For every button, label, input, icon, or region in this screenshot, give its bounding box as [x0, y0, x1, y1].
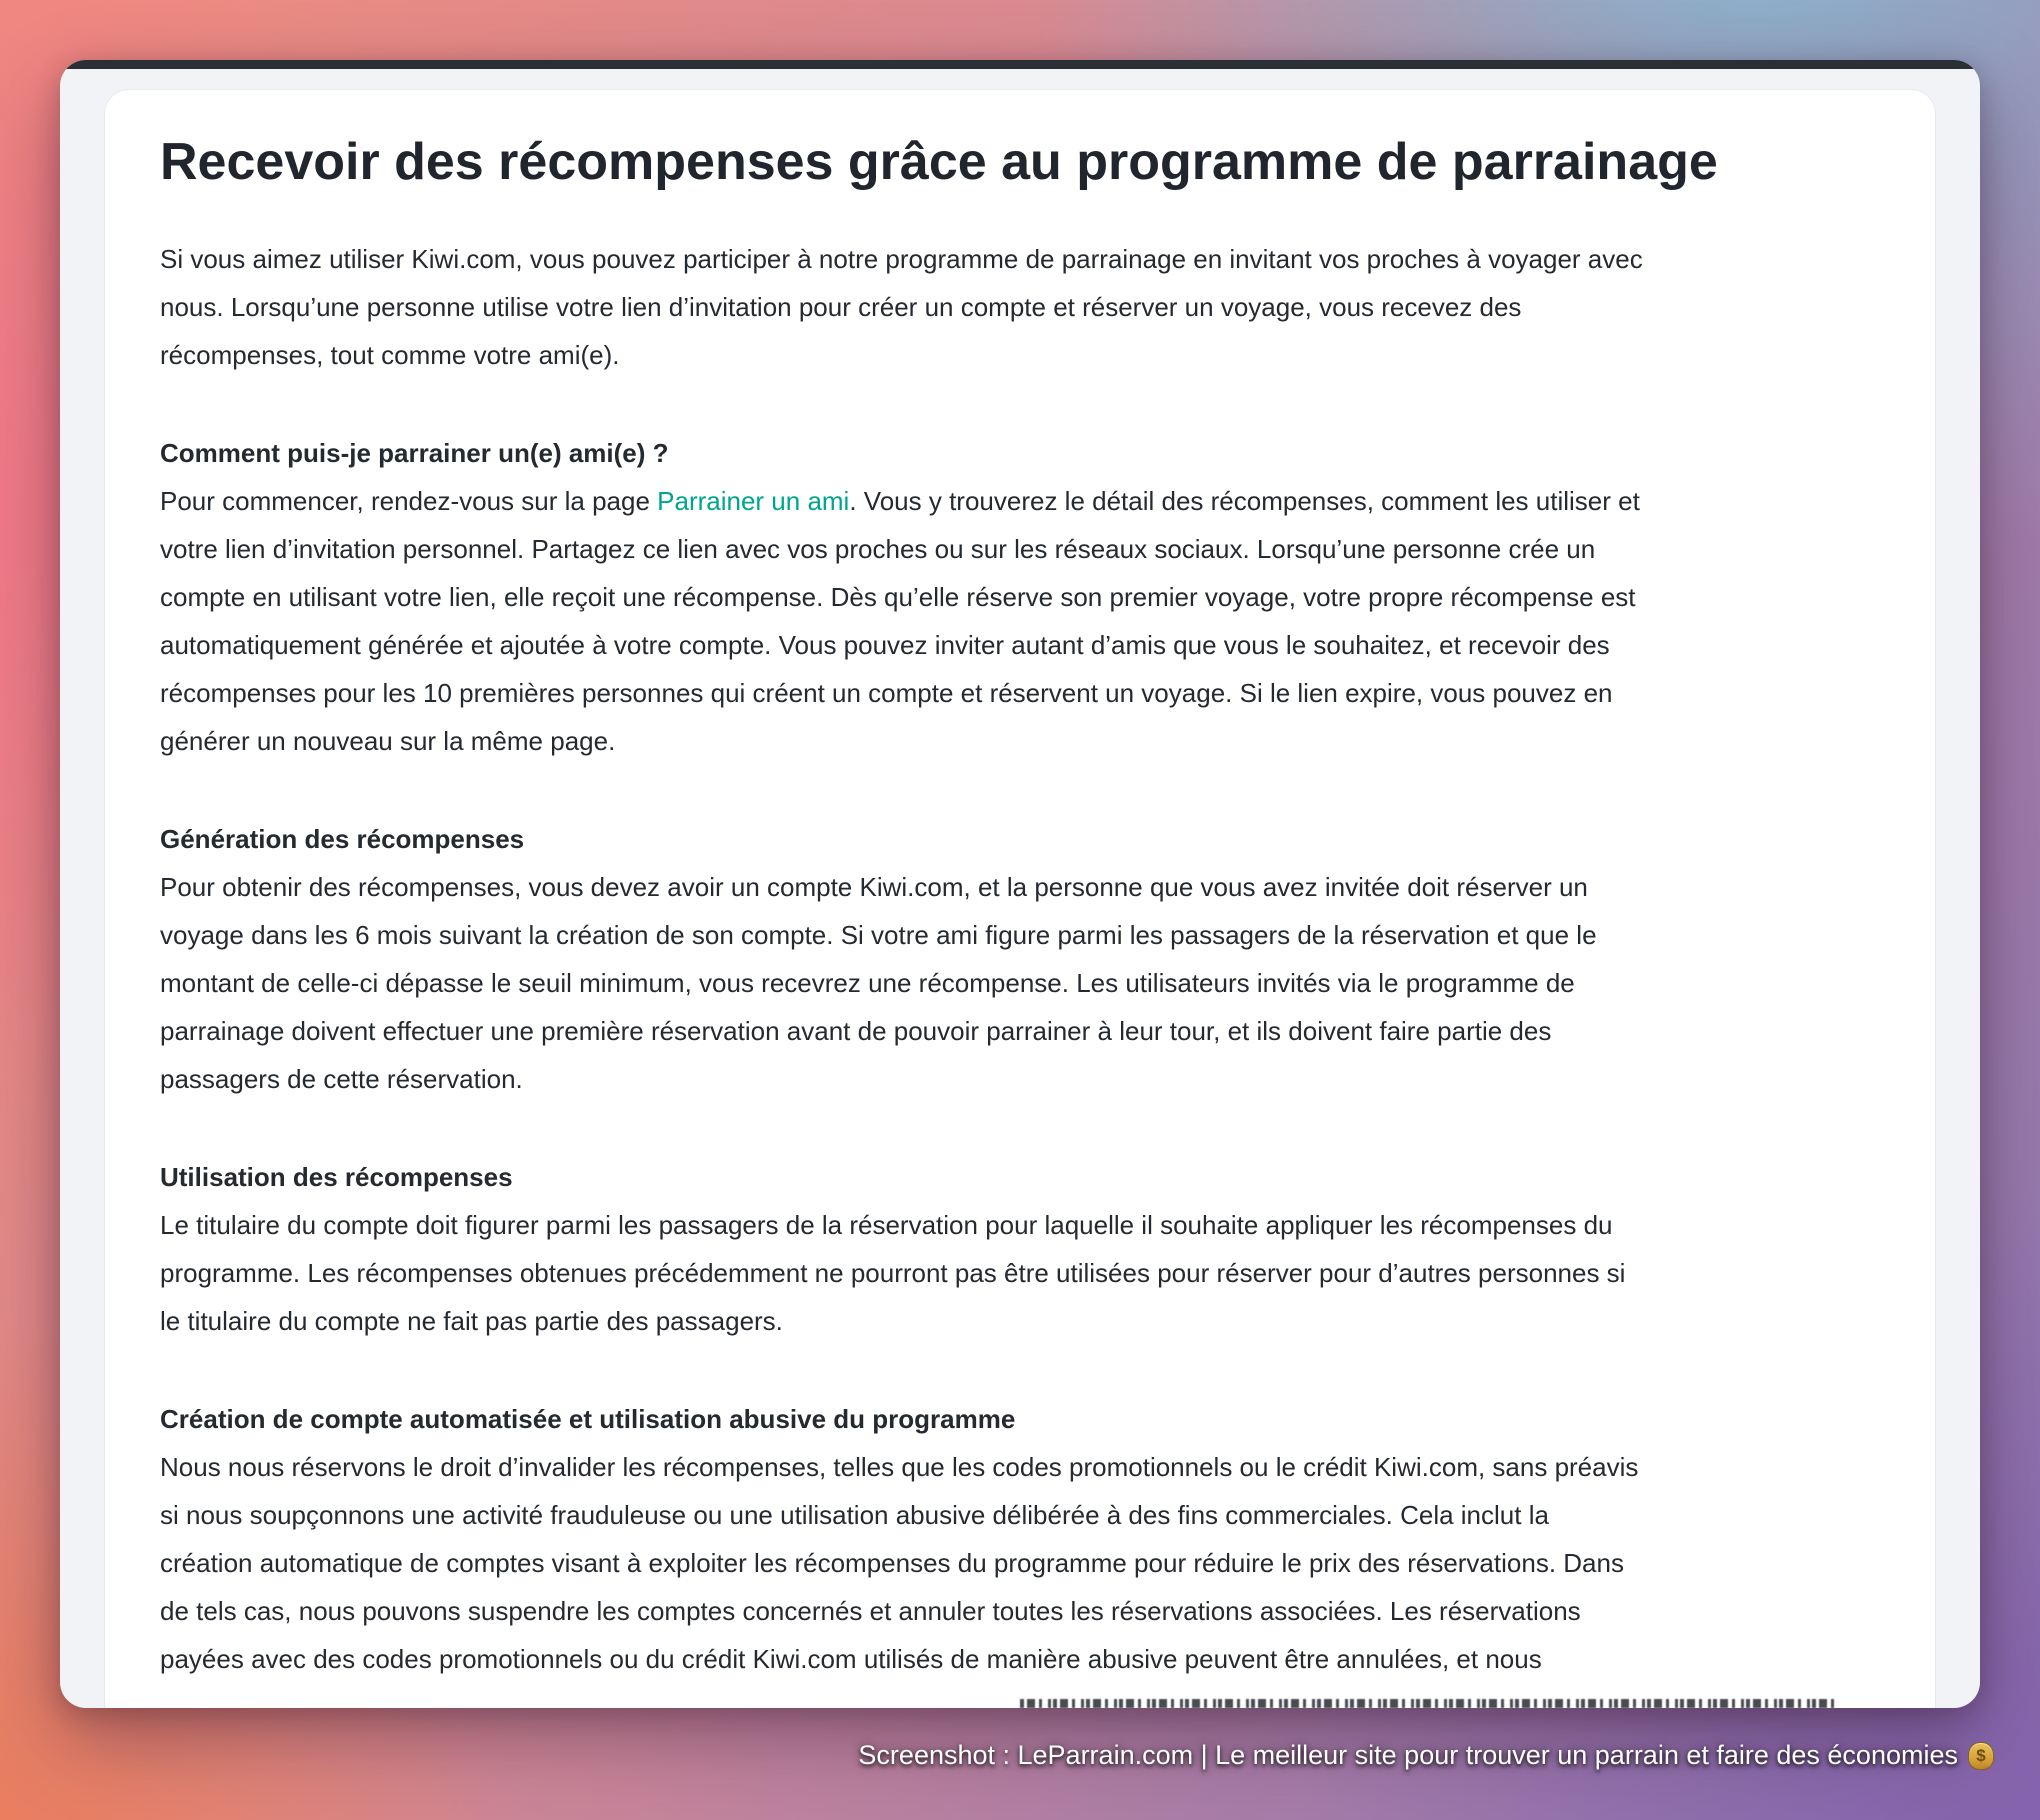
section-paragraph-utilisation	[160, 1201, 1880, 1345]
intro-paragraph	[160, 235, 1880, 379]
article	[105, 90, 1935, 1683]
paragraph-text: . Vous y trouverez le détail des récompenses, comment les utiliser et	[849, 486, 1640, 516]
section-heading-utilisation: Utilisation des récompenses	[160, 1162, 513, 1192]
paragraph-text: Pour commencer, rendez-vous sur la page	[160, 486, 658, 516]
section-paragraph-parrainer	[160, 477, 1880, 765]
money-bag-icon: $	[1968, 1742, 1994, 1770]
section-paragraph-abus	[160, 1443, 1880, 1683]
watermark	[858, 1740, 1994, 1771]
section-heading-generation: Génération des récompenses	[160, 824, 525, 854]
paragraph-text: Le titulaire du compte doit figurer parmi les passagers de la réservation pour laquelle il souhaite appliquer les récompenses du programme. Les récompenses obtenues précédemment ne pourront pas être utilisées pour réserver pour d’autres personnes si le titulaire du compte ne fait pas partie des passagers.	[160, 1210, 1626, 1336]
section-paragraph-generation	[160, 863, 1880, 1103]
window-card	[60, 60, 1980, 1708]
window-top-edge	[60, 60, 1980, 69]
parrainer-un-ami-link[interactable]: Parrainer un ami	[657, 486, 850, 516]
watermark-text: Screenshot : LeParrain.com | Le meilleur site pour trouver un parrain et faire des économies	[858, 1740, 1958, 1770]
page-title: Recevoir des récompenses grâce au programme de parrainage	[160, 133, 1718, 191]
paragraph-text: votre lien d’invitation personnel. Partagez ce lien avec vos proches ou sur les réseaux sociaux. Lorsqu’une personne crée un compte en utilisant votre lien, elle reçoit une récompense. Dès qu’elle réserve son premier voyage, votre propre récompense est automatiquement générée et ajoutée à votre compte. Vous pouvez inviter autant d’amis que vous le souhaitez, et recevoir des récompenses pour les 10 premières personnes qui créent un compte et réservent un voyage. Si le lien expire, vous pouvez en générer un nouveau sur la même page.	[160, 534, 1636, 756]
article-card	[105, 90, 1935, 1708]
clipped-text-line	[1020, 1699, 1835, 1708]
paragraph-text: Pour obtenir des récompenses, vous devez avoir un compte Kiwi.com, et la personne que vous avez invitée doit réserver un voyage dans les 6 mois suivant la création de son compte. Si votre ami figure parmi les passagers de la réservation et que le montant de celle-ci dépasse le seuil minimum, vous recevrez une récompense. Les utilisateurs invités via le programme de parrainage doivent effectuer une première réservation avant de pouvoir parrainer à leur tour, et ils doivent faire partie des passagers de cette réservation.	[160, 872, 1597, 1094]
section-heading-abus: Création de compte automatisée et utilisation abusive du programme	[160, 1404, 1016, 1434]
section-heading-parrainer: Comment puis-je parrainer un(e) ami(e) ?	[160, 438, 669, 468]
intro-paragraph-text: Si vous aimez utiliser Kiwi.com, vous pouvez participer à notre programme de parrainage en invitant vos proches à voyager avec nous. Lorsqu’une personne utilise votre lien d’invitation pour créer un compte et réserver un voyage, vous recevez des récompenses, tout comme votre ami(e).	[160, 244, 1643, 370]
paragraph-text: Nous nous réservons le droit d’invalider les récompenses, telles que les codes promotionnels ou le crédit Kiwi.com, sans préavis si nous soupçonnons une activité frauduleuse ou une utilisation abusive délibérée à des fins commerciales. Cela inclut la création automatique de comptes visant à exploiter les récompenses du programme pour réduire le prix des réservations. Dans de tels cas, nous pouvons suspendre les comptes concernés et annuler toutes les réservations associées. Les réservations payées avec des codes promotionnels ou du crédit Kiwi.com utilisés de manière abusive peuvent être annulées, et nous	[160, 1452, 1639, 1674]
